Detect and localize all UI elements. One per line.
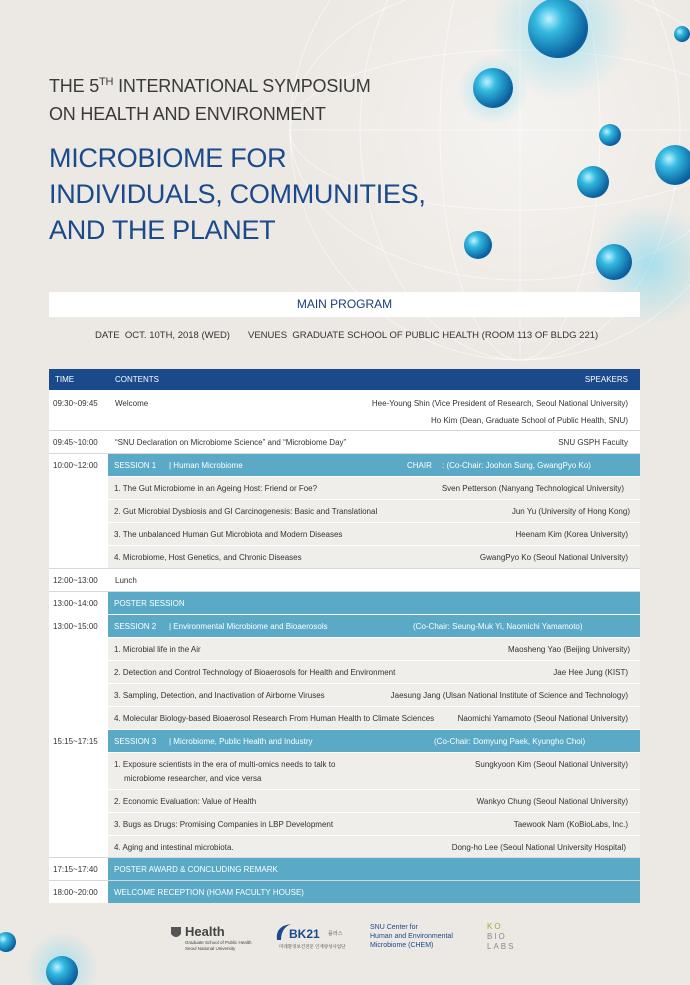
- session1-talk-3: 3. The unbalanced Human Gut Microbiota and Modern Diseases Heenam Kim (Korea University): [108, 523, 640, 545]
- session1-talk-4: 4. Microbiome, Host Genetics, and Chronic Diseases GwangPyo Ko (Seoul National University): [108, 546, 640, 568]
- kobiolabs-logo: KO BIO LABS: [487, 922, 516, 951]
- session3-talk-4: 4. Aging and intestinal microbiota. Dong-ho Lee (Seoul National University Hospital): [108, 836, 640, 857]
- table-header: [49, 369, 640, 390]
- col-contents: CONTENTS: [115, 375, 159, 384]
- row-lunch: 12:00~13:00 Lunch: [49, 568, 640, 591]
- session3-talk-1: 1. Exposure scientists in the era of multi-omics needs to talk to microbiome researcher, and vice versa Sungkyoon Kim (Seoul National University): [108, 753, 640, 789]
- program-table: [49, 369, 640, 903]
- title-line3: AND THE PLANET: [49, 215, 276, 245]
- session1-talk-2: 2. Gut Microbial Dysbiosis and GI Carcinogenesis: Basic and Translational Jun Yu (University of Hong Kong): [108, 500, 640, 522]
- session2-header: SESSION 2 | Environmental Microbiome and Bioaerosols (Co-Chair: Seung-Muk Yi, Naomichi Yamamoto): [108, 615, 640, 637]
- sponsor-logos: Health Graduate School of Public Health Seoul National University BK21 플러스 미래환경보건전문 인재양성사업단 SNU Center for Human and Environmental Microbiome (CHEM) KO BIO LABS: [0, 922, 690, 962]
- row-session3: 15:15~17:15 SESSION 3 | Microbiome, Public Health and Industry (Co-Chair: Domyung Paek, Kyungho Choi) 1. Exposure scientists in the era of multi-omics needs to talk to microbiome researcher, and vice versa Sungkyoon Kim (Seoul National University) 2. Economic Evaluation: Value of Health Wankyo Chung (Seoul National University) 3. Bugs as Drugs: Promising Companies in LBP Development Taewook Nam (KoBioLabs, Inc.) 4. Aging and intestinal microbiota. Dong-ho Lee (Seoul National University Hospital): [49, 729, 640, 857]
- ordinal-superscript: TH: [99, 76, 114, 88]
- main-program-heading: MAIN PROGRAM: [49, 292, 640, 317]
- chem-logo: SNU Center for Human and Environmental Microbiome (CHEM): [370, 924, 453, 949]
- row-session2: 13:00~15:00 SESSION 2 | Environmental Microbiome and Bioaerosols (Co-Chair: Seung-Muk Yi, Naomichi Yamamoto) 1. Microbial life in the Air Maosheng Yao (Beijing University) 2. Detection and Control Technology of Bioaerosols for Health and Environment Jae Hee Jung (KIST) 3. Sampling, Detection, and Inactivation of Airborne Viruses Jaesung Jang (Ulsan National Institute of Science and Technology) 4. Molecular Biology-based Bioaerosol Research From Human Health to Climate Sciences Naomichi Yamamoto (Seoul National University): [49, 614, 640, 729]
- row-reception: 18:00~20:00 WELCOME RECEPTION (HOAM FACULTY HOUSE): [49, 880, 640, 903]
- session2-talk-1: 1. Microbial life in the Air Maosheng Yao (Beijing University): [108, 638, 640, 660]
- session3-talk-3: 3. Bugs as Drugs: Promising Companies in LBP Development Taewook Nam (KoBioLabs, Inc.): [108, 813, 640, 835]
- row-award: 17:15~17:40 POSTER AWARD & CONCLUDING REMARK: [49, 857, 640, 880]
- session2-talk-3: 3. Sampling, Detection, and Inactivation of Airborne Viruses Jaesung Jang (Ulsan National Institute of Science and Technology): [108, 684, 640, 706]
- symposium-line1: THE 5TH INTERNATIONAL SYMPOSIUM: [49, 76, 371, 96]
- snu-emblem-icon: [170, 926, 182, 940]
- venue-info: VENUES GRADUATE SCHOOL OF PUBLIC HEALTH (ROOM 113 OF BLDG 221): [248, 330, 599, 341]
- col-speakers: SPEAKERS: [584, 375, 628, 384]
- title-line2: INDIVIDUALS, COMMUNITIES,: [49, 179, 426, 209]
- symposium-line2: ON HEALTH AND ENVIRONMENT: [49, 104, 326, 124]
- session2-talk-2: 2. Detection and Control Technology of Bioaerosols for Health and Environment Jae Hee Jung (KIST): [108, 661, 640, 683]
- session2-talk-4: 4. Molecular Biology-based Bioaerosol Research From Human Health to Climate Sciences Naomichi Yamamoto (Seoul National University): [108, 707, 640, 729]
- title-line1: MICROBIOME FOR: [49, 143, 287, 173]
- row-declaration: 09:45~10:00 “SNU Declaration on Microbiome Science” and “Microbiome Day” SNU GSPH Faculty: [49, 430, 640, 453]
- row-session1: 10:00~12:00 SESSION 1 | Human Microbiome CHAIR : (Co-Chair: Joohon Sung, GwangPyo Ko) 1. The Gut Microbiome in an Ageing Host: Friend or Foe? Sven Petterson (Nanyang Technological University) 2. Gut Microbial Dysbiosis and GI Carcinogenesis: Basic and Translational Jun Yu (University of Hong Kong) 3. The unbalanced Human Gut Microbiota and Modern Diseases Heenam Kim (Korea University) 4. Microbiome, Host Genetics, and Chronic Diseases GwangPyo Ko (Seoul National University): [49, 453, 640, 568]
- col-time: TIME: [55, 375, 75, 384]
- date-info: DATE OCT. 10TH, 2018 (WED): [95, 330, 230, 341]
- row-welcome: 09:30~09:45 Welcome Hee-Young Shin (Vice President of Research, Seoul National University) Ho Kim (Dean, Graduate School of Public Health, SNU): [53, 399, 628, 425]
- session3-talk-2: 2. Economic Evaluation: Value of Health Wankyo Chung (Seoul National University): [108, 790, 640, 812]
- session1-header: SESSION 1 | Human Microbiome CHAIR : (Co-Chair: Joohon Sung, GwangPyo Ko): [108, 454, 640, 476]
- row-poster-session: 13:00~14:00 POSTER SESSION: [49, 591, 640, 614]
- session1-talk-1: 1. The Gut Microbiome in an Ageing Host: Friend or Foe? Sven Petterson (Nanyang Technological University): [108, 477, 640, 499]
- session3-header: SESSION 3 | Microbiome, Public Health and Industry (Co-Chair: Domyung Paek, Kyungho Choi): [108, 730, 640, 752]
